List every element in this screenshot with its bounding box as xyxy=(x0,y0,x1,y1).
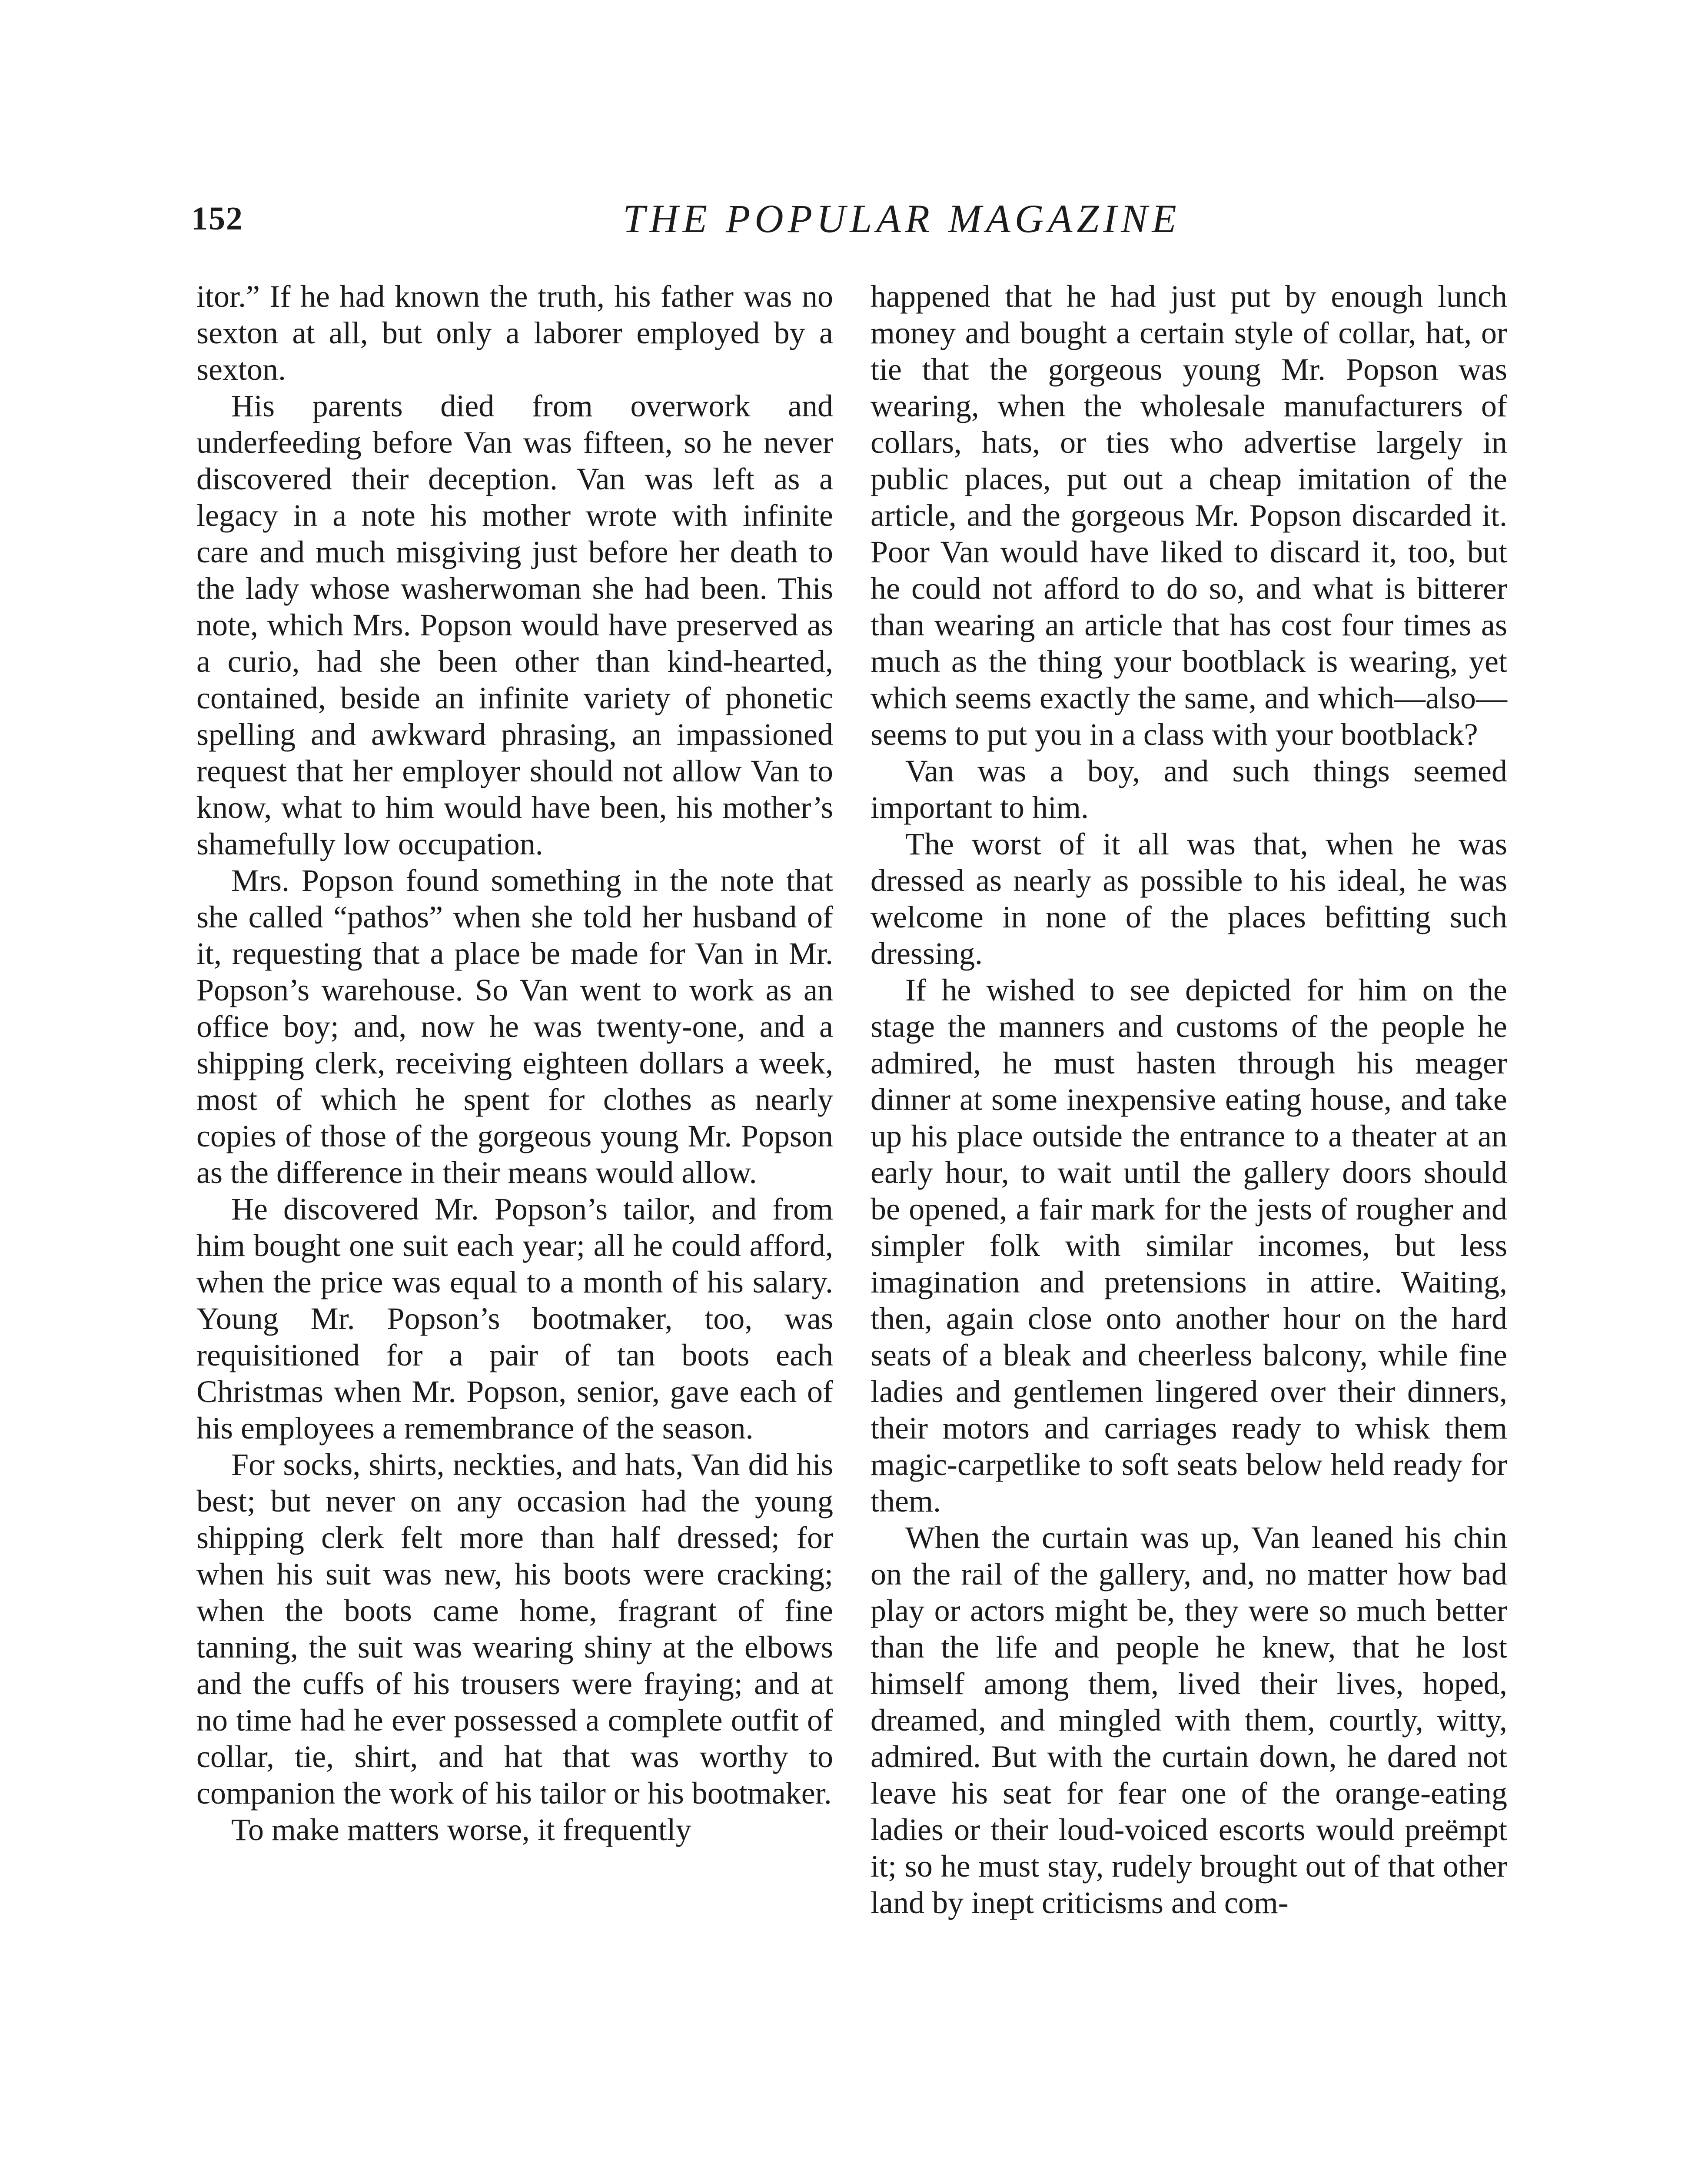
page-number: 152 xyxy=(191,200,243,237)
page-header xyxy=(191,187,1512,256)
paragraph: To make matters worse, it frequently xyxy=(231,1812,691,1847)
paragraph: He discovered Mr. Popson’s tailor, and from him bought one suit each year; all he could afford, when the price was equal to a month of his salary. Young Mr. Popson’s bootmaker, too, was requisitioned for a pair of tan boots each Christmas when Mr. Popson, senior, gave each of his employees a remembrance of the season. xyxy=(196,1192,833,1445)
right-column xyxy=(871,278,1507,1921)
paragraph: When the curtain was up, Van leaned his chin on the rail of the gallery, and, no matter how bad play or actors might be, they were so much better than the life and people he knew, that he lost himself among them, lived their lives, hoped, dreamed, and mingled with them, courtly, witty, admired. But with the curtain down, he dared not leave his seat for fear one of the orange-eating ladies or their loud-voiced escorts would preëmpt it; so he must stay, rudely brought out of that other land by inept criticisms and com- xyxy=(871,1520,1507,1920)
paragraph: Van was a boy, and such things seemed important to him. xyxy=(871,754,1507,825)
paragraph: happened that he had just put by enough lunch money and bought a certain style of collar, hat, or tie that the gorgeous young Mr. Popson was wearing, when the wholesale manufacturers of collars, hats, or ties who advertise largely in public places, put out a cheap imitation of the article, and the gorgeous Mr. Popson discarded it. Poor Van would have liked to discard it, too, but he could not afford to do so, and what is bitterer than wearing an article that has cost four times as much as the thing your bootblack is wearing, yet which seems exactly the same, and which—also—seems to put you in a class with your bootblack? xyxy=(871,279,1507,752)
paragraph: For socks, shirts, neckties, and hats, Van did his best; but never on any occasion had the young shipping clerk felt more than half dressed; for when his suit was new, his boots were cracking; when the boots came home, fragrant of fine tanning, the suit was wearing shiny at the elbows and the cuffs of his trousers were fraying; and at no time had he ever possessed a complete outfit of collar, tie, shirt, and hat that was worthy to companion the work of his tailor or his bootmaker. xyxy=(196,1447,833,1811)
paragraph: The worst of it all was that, when he was dressed as nearly as possible to his ideal, he was welcome in none of the places befitting such dressing. xyxy=(871,827,1507,971)
paragraph: itor.” If he had known the truth, his father was no sexton at all, but only a laborer employed by a sexton. xyxy=(196,279,833,387)
running-title: THE POPULAR MAGAZINE xyxy=(623,196,1181,241)
left-column xyxy=(196,278,833,1848)
paragraph: Mrs. Popson found something in the note that she called “pathos” when she told her husband of it, requesting that a place be made for Van in Mr. Popson’s warehouse. So Van went to work as an office boy; and, now he was twenty-one, and a shipping clerk, receiving eighteen dollars a week, most of which he spent for clothes as nearly copies of those of the gorgeous young Mr. Popson as the difference in their means would allow. xyxy=(196,863,833,1190)
paragraph: If he wished to see depicted for him on the stage the manners and customs of the people he admired, he must hasten through his meager dinner at some inexpensive eating house, and take up his place outside the entrance to a theater at an early hour, to wait until the gallery doors should be opened, a fair mark for the jests of rougher and simpler folk with similar incomes, but less imagination and pretensions in attire. Waiting, then, again close onto another hour on the hard seats of a bleak and cheerless balcony, while fine ladies and gentlemen lingered over their dinners, their motors and carriages ready to whisk them magic-carpetlike to soft seats below held ready for them. xyxy=(871,973,1507,1518)
paragraph: His parents died from overwork and underfeeding before Van was fifteen, so he never discovered their deception. Van was left as a legacy in a note his mother wrote with infinite care and much misgiving just before her death to the lady whose washerwoman she had been. This note, which Mrs. Popson would have preserved as a curio, had she been other than kind-hearted, contained, beside an infinite variety of phonetic spelling and awkward phrasing, an impassioned request that her employer should not allow Van to know, what to him would have been, his mother’s shamefully low occupation. xyxy=(196,389,833,861)
